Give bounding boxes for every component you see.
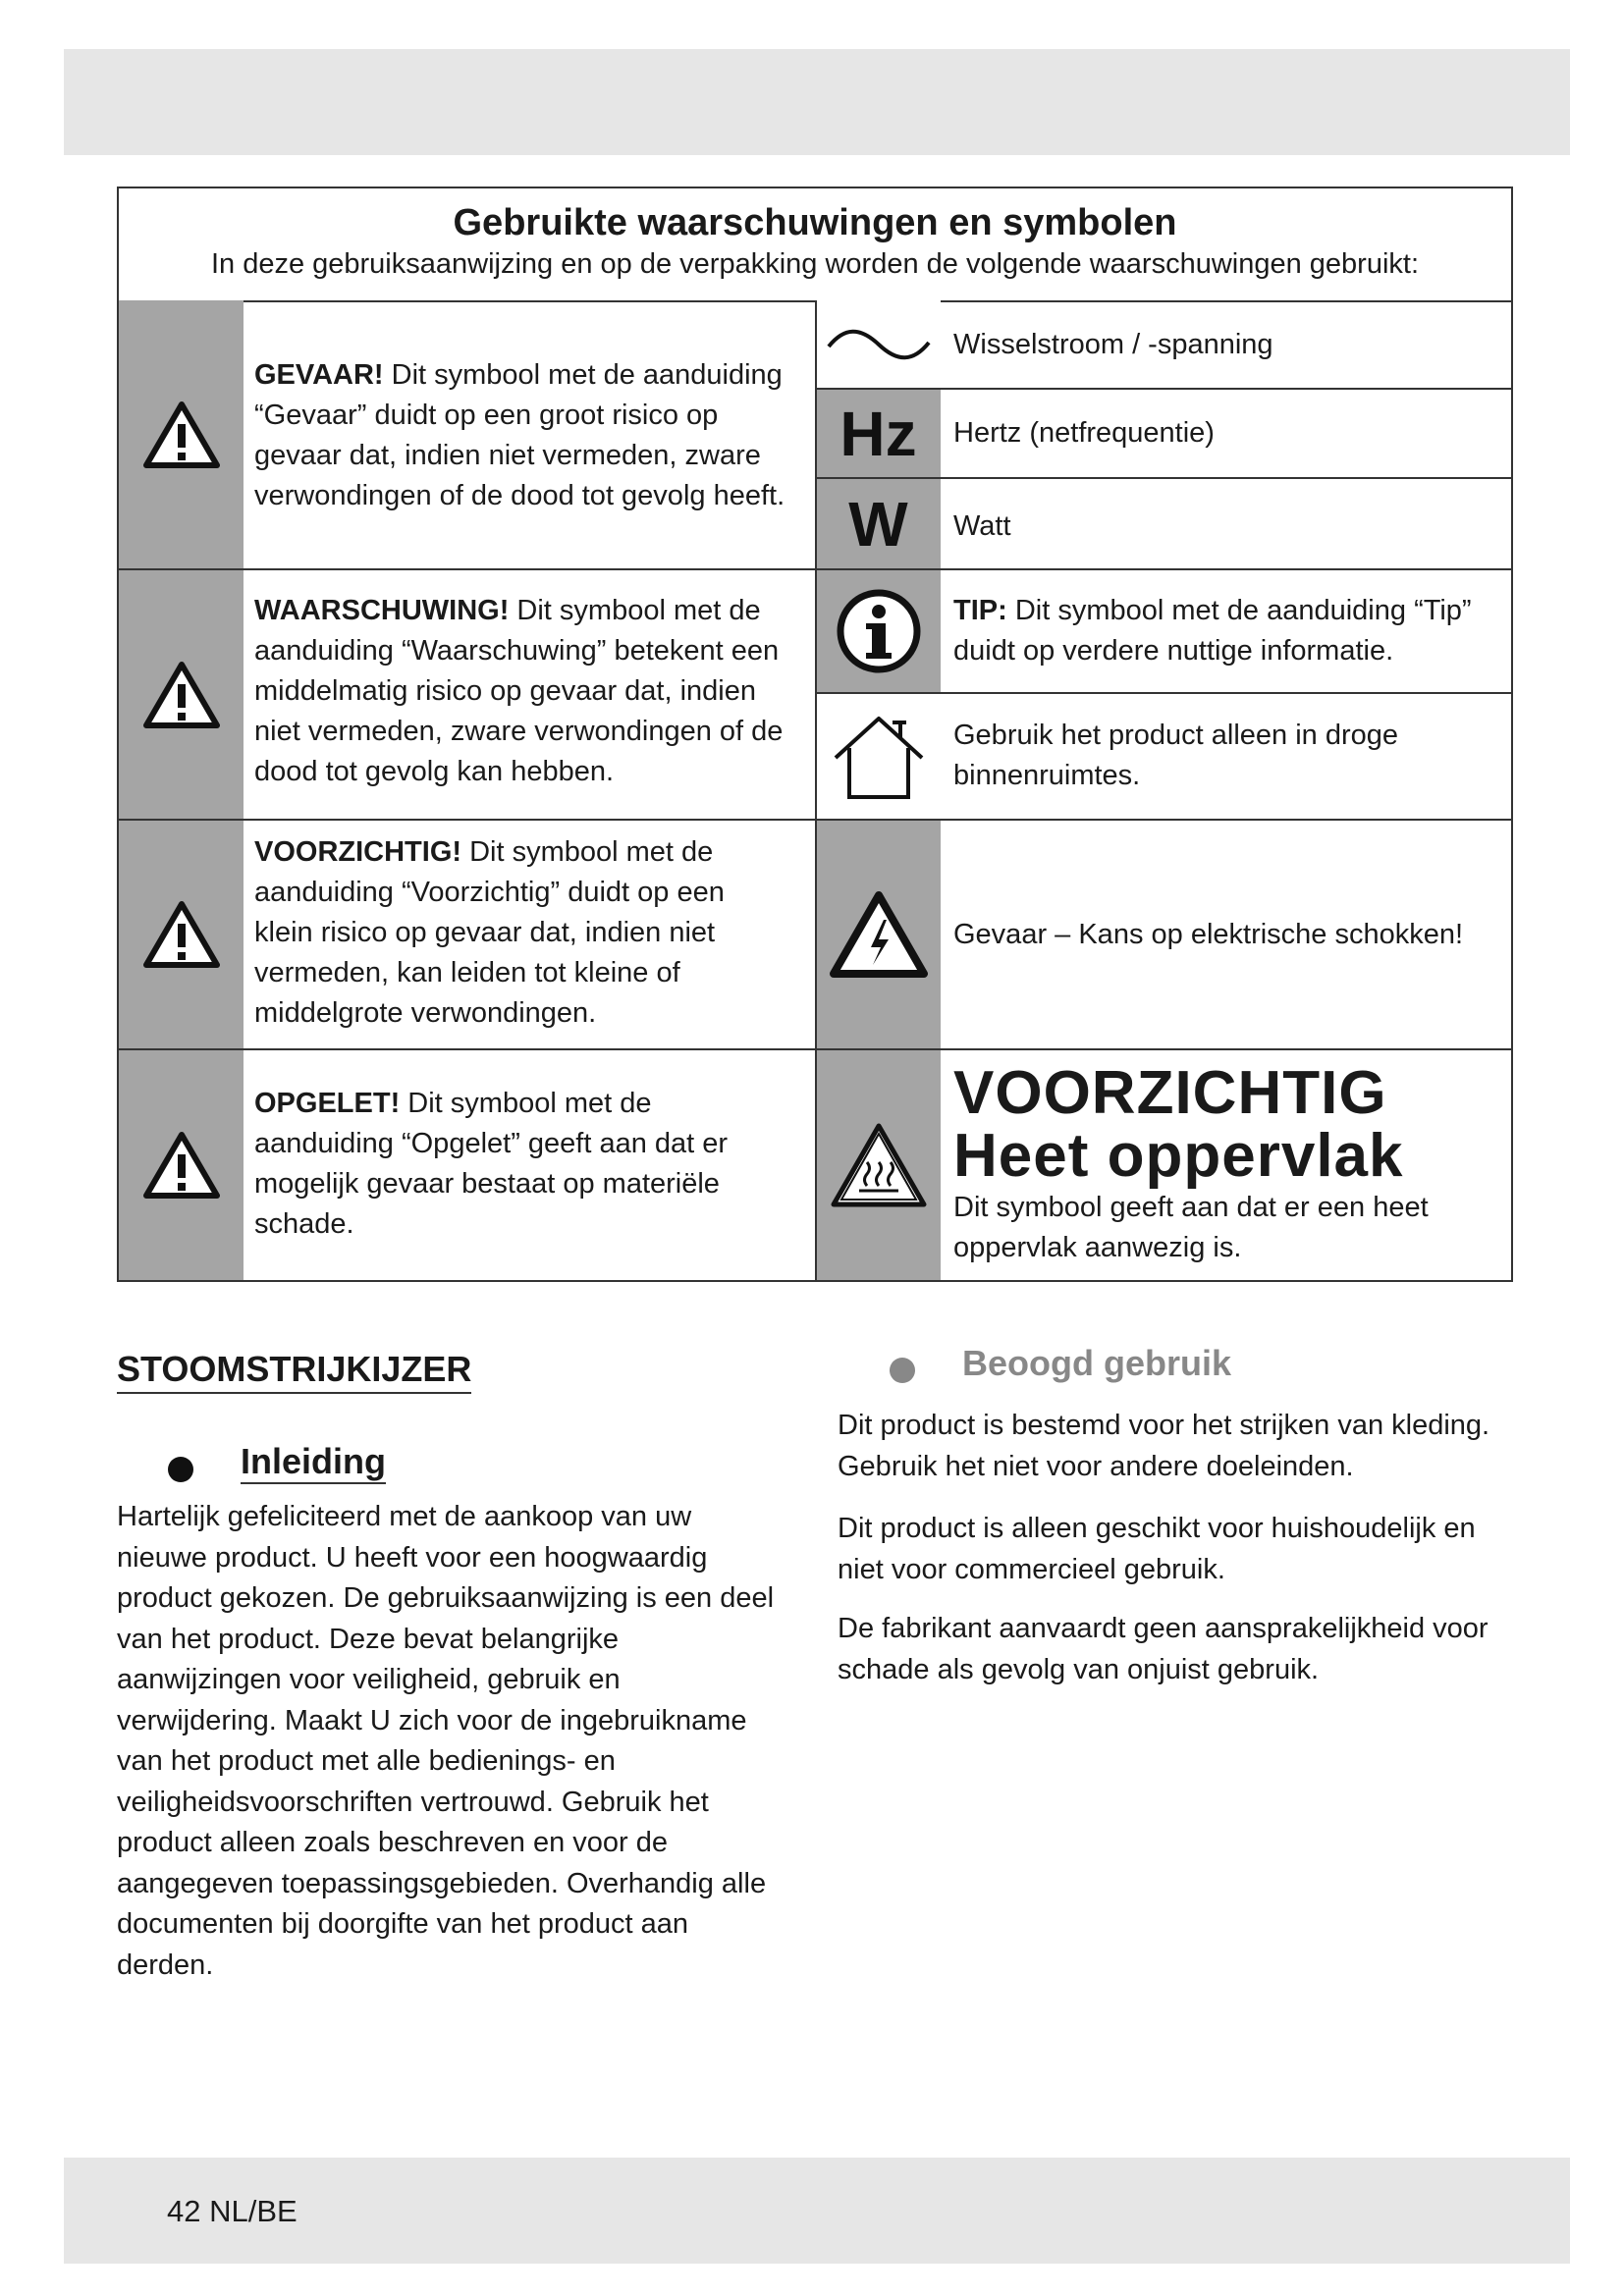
- icon-cell-hot: [816, 1049, 941, 1280]
- hot-surface-icon: [830, 1121, 928, 1209]
- icon-cell-w: [816, 478, 941, 569]
- opgelet-keyword: OPGELET!: [254, 1088, 401, 1119]
- warnings-table: [117, 187, 1513, 1282]
- tip-keyword: TIP:: [953, 595, 1007, 626]
- waarschuwing-keyword: WAARSCHUWING!: [254, 595, 510, 626]
- use-paragraph-2: Dit product is alleen geschikt voor huishoudelijk en niet voor commercieel gebruik.: [838, 1513, 1476, 1585]
- column-divider: [815, 300, 817, 1282]
- indoor-text: Gebruik het product alleen in droge binnenruimtes.: [953, 720, 1399, 791]
- hot-title-1: VOORZICHTIG: [953, 1059, 1387, 1127]
- row-divider: [119, 568, 815, 570]
- page-number: 42 NL/BE: [167, 2194, 298, 2228]
- table-subtitle: In deze gebruiksaanwijzing en op de verpakking worden de volgende waarschuwingen gebruikt:: [210, 248, 1420, 280]
- icon-cell-tip: [816, 569, 941, 693]
- voorzichtig-keyword: VOORZICHTIG!: [254, 836, 462, 868]
- row-divider: [817, 692, 1513, 694]
- hot-surface-block: [953, 1059, 1503, 1268]
- gevaar-keyword: GEVAAR!: [254, 359, 384, 391]
- intro-text: Hartelijk gefeliciteerd met de aankoop van uw nieuwe product. U heeft voor een hoogwaardig product gekozen. De gebruiksaanwijzing is een deel van het product. Deze bevat belangrijke aanwijzingen voor veiligheid, gebruik en verwijdering. Maakt U zich voor de ingebruikname van het product met alle bedienings- en veiligheidsvoorschriften vertrouwd. Gebruik het product alleen zoals beschreven en voor de aangegeven toepassingsgebieden. Overhandig alle documenten bij doorgifte van het product aan derden.: [117, 1501, 775, 1981]
- hz-text: Hertz (netfrequentie): [953, 417, 1215, 449]
- info-icon: [835, 587, 923, 675]
- opgelet-text: OPGELET! Dit symbool met de aanduiding “Opgelet” geeft aan dat er mogelijk gevaar bestaat op materiële schade.: [254, 1088, 729, 1240]
- gevaar-text: GEVAAR! Dit symbool met de aanduiding “Gevaar” duidt op een groot risico op gevaar dat, indien niet vermeden, zware verwondingen of de dood tot gevolg heeft.: [254, 359, 785, 511]
- use-paragraph-1: Dit product is bestemd voor het strijken van kleding. Gebruik het niet voor andere doeleinden.: [838, 1410, 1490, 1482]
- intro-heading: Inleiding: [241, 1441, 386, 1484]
- icon-cell-voorzichtig: [119, 820, 244, 1049]
- use-paragraph-3: De fabrikant aanvaardt geen aansprakelijkheid voor schade als gevolg van onjuist gebruik.: [838, 1613, 1489, 1685]
- icon-cell-indoor: [816, 693, 941, 820]
- warning-triangle-icon: [143, 661, 220, 729]
- bullet-icon: [890, 1358, 915, 1383]
- table-header: [119, 188, 1511, 302]
- top-band: [64, 49, 1570, 155]
- house-icon: [832, 713, 926, 801]
- w-text: Watt: [953, 510, 1011, 542]
- ac-text: Wisselstroom / -spanning: [953, 328, 1273, 360]
- voorzichtig-text: VOORZICHTIG! Dit symbool met de aanduiding “Voorzichtig” duidt op een klein risico op gevaar dat, indien niet vermeden, kan leiden tot kleine of middelgrote verwondingen.: [254, 836, 725, 1029]
- sine-wave-icon: [825, 325, 933, 364]
- hot-text: Dit symbool geeft aan dat er een heet oppervlak aanwezig is.: [953, 1192, 1429, 1263]
- row-divider: [817, 568, 1513, 570]
- warning-triangle-icon: [143, 1131, 220, 1200]
- shock-text: Gevaar – Kans op elektrische schokken!: [953, 918, 1464, 950]
- section-title: STOOMSTRIJKIJZER: [117, 1349, 471, 1394]
- waarschuwing-text: WAARSCHUWING! Dit symbool met de aanduiding “Waarschuwing” betekent een middelmatig risico op gevaar dat, indien niet vermeden, zware verwondingen of de dood tot gevolg kan hebben.: [254, 595, 784, 787]
- icon-cell-ac: [816, 300, 941, 389]
- electric-shock-icon: [830, 890, 928, 979]
- hot-title-2: Heet oppervlak: [953, 1122, 1404, 1190]
- tip-text: TIP: Dit symbool met de aanduiding “Tip” duidt op verdere nuttige informatie.: [953, 595, 1472, 667]
- icon-cell-hz: [816, 389, 941, 478]
- icon-cell-opgelet: [119, 1049, 244, 1280]
- hertz-symbol: Hz: [839, 398, 917, 469]
- use-heading: Beoogd gebruik: [962, 1343, 1232, 1383]
- icon-cell-gevaar: [119, 300, 244, 569]
- bullet-icon: [168, 1457, 193, 1482]
- icon-cell-shock: [816, 820, 941, 1049]
- warning-triangle-icon: [143, 900, 220, 969]
- watt-symbol: W: [848, 488, 908, 560]
- row-divider: [119, 819, 815, 821]
- warning-triangle-icon: [143, 400, 220, 469]
- icon-cell-waarschuwing: [119, 569, 244, 820]
- table-title: Gebruikte waarschuwingen en symbolen: [453, 202, 1177, 243]
